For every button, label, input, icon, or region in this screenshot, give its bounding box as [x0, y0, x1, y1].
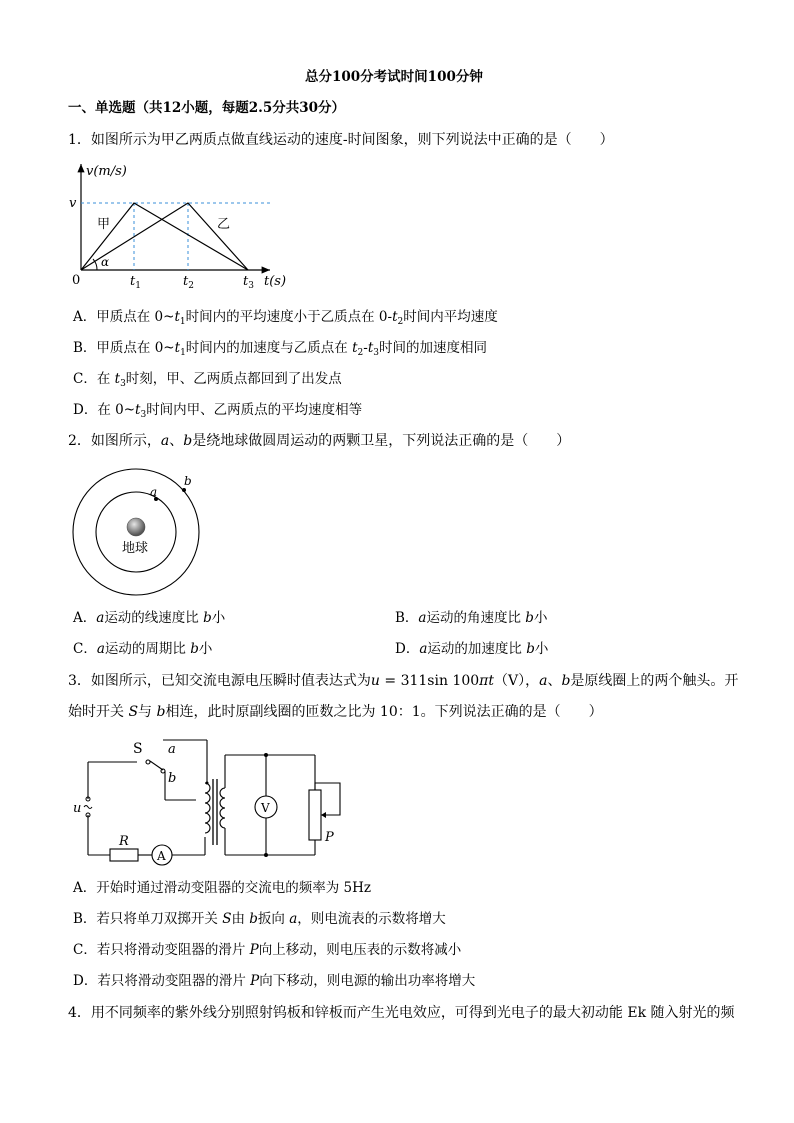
earth-icon [127, 518, 145, 536]
resistor-r [110, 849, 138, 861]
secondary-coil [220, 788, 225, 828]
t1-label: $t_1$ [130, 274, 141, 291]
primary-coil [205, 783, 210, 833]
q3-option-c: C．若只将滑动变阻器的滑片 P向上移动，则电压表的示数将减小 [73, 942, 462, 958]
slider-p-label: P [325, 830, 334, 845]
q1-option-c: C．在 $t_3$时刻，甲、乙两质点都回到了出发点 [73, 371, 342, 389]
origin-label: 0 [72, 273, 81, 288]
rheostat [309, 790, 321, 840]
switch-blade [150, 761, 163, 770]
q1-option-a: A．甲质点在 $0\sim t_1$时间内的平均速度小于乙质点在 $0-t_2$时间内平均速度 [73, 309, 498, 327]
page-title: 总分100分考试时间100分钟 [305, 69, 483, 85]
earth-label: 地球 [122, 541, 149, 556]
q2-option-a: A．a运动的线速度比 b小 [73, 610, 226, 626]
rheostat-slider [315, 783, 340, 815]
t3-label: $t_3$ [243, 274, 254, 291]
question-4-stem: 4．用不同频率的紫外线分别照射钨板和锌板而产生光电效应，可得到光电子的最大初动能 Ek 随入射光的频 [68, 1005, 735, 1021]
q2-option-c: C．a运动的周期比 b小 [73, 641, 213, 657]
satellite-b-dot [182, 488, 186, 492]
y-axis-label: v(m/s) [86, 164, 127, 179]
satellite-b-label: b [184, 474, 192, 488]
jia-label: 甲 [97, 217, 111, 232]
v-label: v [69, 196, 77, 211]
transformer-circuit-figure [70, 735, 360, 865]
satellite-a-label: a [150, 485, 158, 499]
resistor-r-label: R [119, 834, 129, 849]
question-3-stem-line-1: 3．如图所示，已知交流电源电压瞬时值表达式为u = 311sin 100πt（V），a、b是原线圈上的两个触头。开 [68, 673, 739, 689]
tap-b-label: b [168, 771, 177, 786]
q3-option-b: B．若只将单刀双掷开关 S由 b扳向 a，则电流表的示数将增大 [73, 911, 446, 927]
question-2-stem: 2．如图所示，a、b是绕地球做圆周运动的两颗卫星，下列说法正确的是（ ） [68, 433, 571, 449]
alpha-label: α [101, 255, 110, 269]
q1-option-d: D．在 $0\sim t_3$时间内甲、乙两质点的平均速度相等 [73, 402, 363, 420]
ac-source-icon [84, 806, 92, 809]
q1-option-b: B．甲质点在 $0\sim t_1$时间内的加速度与乙质点在 $t_2-t_3$时间的加速度相同 [73, 340, 487, 358]
x-axis-label: t(s) [264, 274, 287, 289]
q2-option-d: D．a运动的加速度比 b小 [395, 641, 549, 657]
question-3-stem-line-2: 始时开关 S与 b相连，此时原副线圈的匝数之比为 10：1。下列说法正确的是（ ） [68, 704, 603, 720]
switch-s-label: S [133, 741, 143, 757]
source-u-label: u [73, 801, 82, 816]
q3-option-a: A．开始时通过滑动变阻器的交流电的频率为 5Hz [73, 880, 372, 896]
q2-option-b: B．a运动的角速度比 b小 [395, 610, 548, 626]
t2-label: $t_2$ [183, 274, 194, 291]
q3-option-d: D．若只将滑动变阻器的滑片 P向下移动，则电源的输出功率将增大 [73, 973, 476, 989]
yi-label: 乙 [217, 217, 231, 232]
satellite-orbit-figure [70, 466, 210, 606]
tap-a-label: a [168, 742, 176, 757]
velocity-time-graph [64, 160, 294, 295]
voltmeter-label: V [261, 801, 270, 815]
ammeter-label: A [157, 849, 166, 863]
section-heading: 一、单选题（共12小题，每题2.5分共30分） [68, 100, 346, 116]
question-1-stem: 1．如图所示为甲乙两质点做直线运动的速度-时间图象，则下列说法中正确的是（ ） [68, 132, 614, 148]
